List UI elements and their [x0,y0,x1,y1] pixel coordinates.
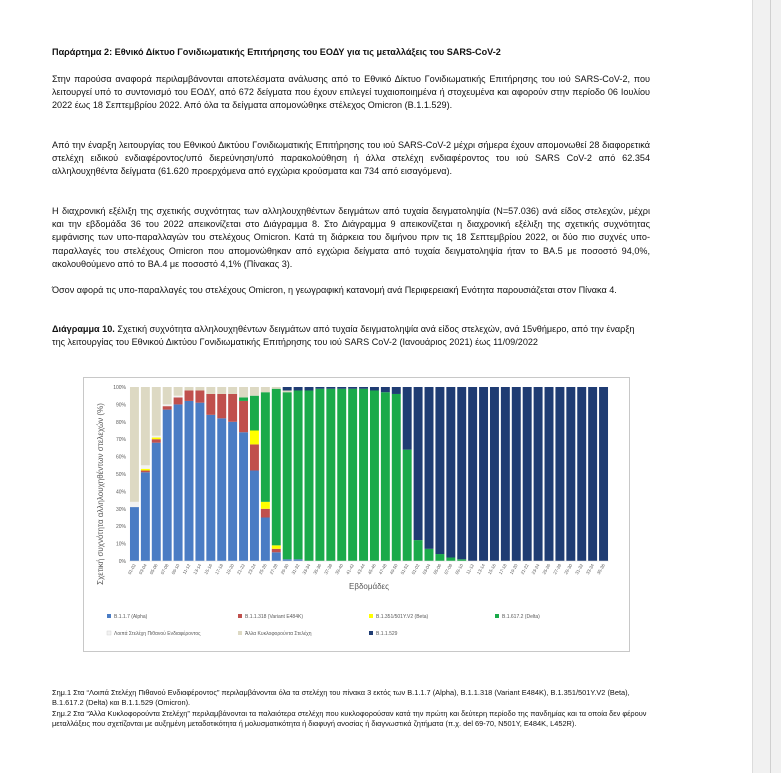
x-tick-label: 19-20 [225,563,236,576]
bar-segment [403,450,412,561]
bar-segment [261,502,270,509]
bar-segment [261,509,270,518]
bar-segment [315,387,324,389]
x-tick-label: 25-26 [257,563,268,576]
x-tick-label: 21-22 [519,563,530,576]
bar-segment [359,387,368,389]
x-tick-label: 27-28 [268,563,279,576]
legend-label: Άλλα Κυκλοφορούντα Στελέχη [245,631,312,637]
footnotes [52,688,652,729]
viewer-scroll-divider [770,0,771,773]
bar-segment [250,387,259,396]
x-tick-label: 03-04 [421,563,432,576]
bar-segment [577,387,586,561]
x-tick-label: 51-52 [399,563,410,576]
bar-segment [555,387,564,561]
bar-segment [141,472,150,561]
x-tick-label: 49-50 [388,563,399,576]
bar-segment [206,415,215,561]
bar-segment [392,387,401,394]
y-tick-label: 0% [118,559,126,565]
y-tick-label: 60% [115,454,126,461]
bar-segment [239,397,248,400]
bar-segment [545,387,554,561]
legend-swatch [107,631,111,635]
y-tick-label: 20% [115,524,126,531]
bar-segment [250,471,259,561]
bar-segment [348,389,357,561]
bar-segment [250,431,259,445]
bar-segment [370,387,379,390]
legend-swatch [238,631,242,635]
bar-segment [337,387,346,389]
x-tick-label: 07-08 [159,563,170,576]
x-tick-label: 17-18 [214,563,225,576]
x-tick-label: 05-06 [432,563,443,576]
bar-segment [425,387,434,549]
bar-segment [425,549,434,561]
bar-segment [534,387,543,561]
legend-swatch [369,614,373,618]
y-tick-label: 10% [115,541,126,548]
x-tick-label: 41-42 [345,563,356,576]
x-tick-label: 31-32 [574,563,585,576]
x-tick-label: 21-22 [235,563,246,576]
x-tick-label: 15-16 [486,563,497,576]
x-tick-label: 35-36 [595,563,606,576]
bar-segment [381,392,390,561]
y-tick-label: 50% [115,472,126,478]
bar-segment [250,396,259,431]
x-tick-label: 43-44 [355,563,366,576]
bar-segment [512,387,521,561]
x-tick-label: 17-18 [497,563,508,576]
x-tick-label: 09-10 [454,563,465,576]
paragraph-3: Η διαχρονική εξέλιξη της σχετικής συχνότητας των αλληλουχηθέντων δειγμάτων από τυχαία δειγματοληψία (N=57.036) ανά είδος στελεχών, μέχρι και την εβδομάδα 36 του 2022 απεικονίζεται στο Διάγραμμα 8. Στο Διάγραμμα 9 απεικονίζεται η διαχρονική εξέλιξη της σχετικής συχνότητας εμφάνισης των υπο-παραλλαγών του στελέχους Omicron. Κατά τη διάρκεια του διμήνου πριν τις 18 Σεπτεμβρίου 2022, οι δύο πιο συχνές υπο-παραλλαγές του στελέχους Omicron που απομονώθηκαν από εγχώρια δείγματα από τυχαία δειγματοληψία ήταν το BA.5 με ποσοστό 94,0%, ακολουθούμενο από το BA.4 με ποσοστό 4,1% (Πίνακας 3). [52,206,650,269]
figure-caption-label: Διάγραμμα 10. [52,324,115,334]
x-tick-label: 13-14 [192,563,203,576]
bar-segment [446,558,455,561]
bar-segment [435,554,444,561]
bar-segment [141,469,150,471]
bar-segment [152,443,161,561]
x-tick-label: 23-24 [246,563,257,576]
bar-segment [599,387,608,561]
bar-segment [479,387,488,561]
bar-segment [261,518,270,562]
bar-segment [468,387,477,561]
bar-segment [283,392,292,559]
bar-segment [326,387,335,389]
bar-segment [272,552,281,561]
bar-segment [174,404,183,561]
bar-segment [141,387,150,465]
x-tick-label: 33-34 [585,563,596,576]
bar-segment [490,387,499,561]
bar-segment [305,390,314,561]
bar-segment [272,387,281,389]
x-tick-label: 13-14 [475,563,486,576]
bar-segment [141,465,150,468]
x-tick-label: 19-20 [508,563,519,576]
bar-segment [185,390,194,400]
y-tick-label: 100% [113,385,126,391]
y-tick-label: 70% [115,437,126,444]
bar-segment [381,387,390,392]
y-tick-label: 40% [115,489,126,496]
bar-segment [239,387,248,397]
x-tick-label: 23-24 [530,563,541,576]
bar-segment [185,401,194,561]
viewer-side-panel [752,0,781,773]
bar-segment [446,387,455,558]
bar-segment [414,387,423,540]
bar-segment [195,403,204,561]
bar-segment [206,394,215,415]
x-tick-label: 07-08 [443,563,454,576]
bar-segment [392,394,401,561]
bar-segment [217,387,226,394]
y-tick-label: 80% [115,419,126,426]
bar-segment [239,401,248,432]
bar-segment [152,439,161,442]
bar-segment [315,389,324,561]
y-tick-label: 90% [115,402,126,409]
x-tick-label: 03-04 [137,563,148,576]
bar-segment [294,390,303,559]
paragraph-1: Στην παρούσα αναφορά περιλαμβάνονται αποτελέσματα ανάλυσης από το Εθνικό Δίκτυο Γονιδιωματικής Επιτήρησης του ιού SARS-CoV-2, που λειτουργεί υπό το συντονισμό του ΕΟΔΥ, από 672 δείγματα που έχουν επιλεγεί τυχαιοποιημένα ή στοχευμένα και αφορούν στην περίοδο 06 Ιουλίου 2022 έως 18 Σεπτεμβρίου 2022. Από όλα τα δείγματα απομονώθηκε στέλεχος Omicron (B.1.1.529). [52,74,650,111]
bar-segment [588,387,597,561]
bar-segment [130,387,139,502]
x-tick-label: 45-46 [366,563,377,576]
legend-label: B.1.1.318 (Variant E484K) [245,614,303,620]
x-tick-label: 47-48 [377,563,388,576]
x-tick-label: 01-02 [126,563,137,576]
x-tick-label: 25-26 [541,563,552,576]
bar-segment [566,387,575,561]
bar-segment [174,396,183,398]
legend-label: B.1.1.7 (Alpha) [114,614,148,620]
x-tick-label: 11-12 [465,563,476,575]
bar-segment [228,422,237,561]
bar-segment [283,387,292,390]
bar-segment [326,389,335,561]
bar-segment [152,437,161,439]
legend-label: Λοιπά Στελέχη Πιθανού Ενδιαφέροντος [114,631,201,637]
bar-segment [174,387,183,396]
bar-segment [359,389,368,561]
bar-segment [185,387,194,390]
x-tick-label: 35-36 [312,563,323,576]
y-axis-label: Σχετική συχνότητα αλληλουχηθέντων στελεχών (%) [96,403,105,585]
bar-segment [152,436,161,438]
bar-segment [348,387,357,389]
bar-segment [283,390,292,392]
bar-segment [130,502,139,507]
x-tick-label: 33-34 [301,563,312,576]
legend-swatch [107,614,111,618]
paragraph-2: Από την έναρξη λειτουργίας του Εθνικού Δικτύου Γονιδιωματικής Επιτήρησης του ιού SARS-CoV-2 μέχρι σήμερα έχουν απομονωθεί 28 διαφορετικά στελέχη ειδικού ενδιαφέροντος/υπό διερεύνηση/υπό παρακολούθηση ή άλλα στελέχη ενδιαφέροντος του ιού SARS CoV-2 από 62.354 αλληλουχηθέντα δείγματα (61.620 προερχόμενα από εγχώρια κρούσματα και 734 από εισαγόμενα). [52,140,650,177]
legend-label: B.1.1.529 [376,631,398,637]
bar-segment [523,387,532,561]
x-tick-label: 29-30 [563,563,574,576]
x-tick-label: 37-38 [323,563,334,576]
bar-segment [195,390,204,402]
y-tick-label: 30% [115,506,126,513]
bar-segment [261,392,270,502]
x-tick-label: 09-10 [170,563,181,576]
bar-segment [174,397,183,404]
bar-segment [261,387,270,392]
x-axis-label: Εβδομάδες [349,582,389,591]
x-tick-label: 39-40 [334,563,345,576]
bar-segment [163,387,172,404]
bar-segment [217,418,226,561]
bar-segment [250,444,259,470]
bar-segment [305,387,314,390]
bar-segment [272,389,281,546]
bar-segment [435,387,444,554]
bar-segment [163,410,172,561]
bar-segment [403,387,412,450]
x-tick-label: 27-28 [552,563,563,576]
bar-segment [217,394,226,418]
bar-segment [239,432,248,561]
bar-segment [501,387,510,561]
x-tick-label: 11-12 [181,563,192,575]
legend-swatch [238,614,242,618]
footnote-2: Σημ.2 Στα “Άλλα Κυκλοφορούντα Στελέχη” περιλαμβάνονται τα παλαιότερα στελέχη που κυκλοφορούσαν κατά την πρώτη και δεύτερη περίοδο της πανδημίας και τα οποία δεν φέρουν μεταλλάξεις που σχετίζονται με αυξημένη μεταδοτικότητα ή μολυσματικότητα ή διαφυγή ανοσίας ή διαγνωστικά ζητήματα (π.χ. del 69-70, N501Y, E484K, L452R). [52,708,647,728]
bar-segment [141,471,150,473]
bar-segment [163,406,172,409]
bar-segment [228,394,237,422]
footnote-1: Σημ.1 Στα “Λοιπά Στελέχη Πιθανού Ενδιαφέροντος” περιλαμβάνονται όλα τα στελέχη του πίνακα 3 εκτός των B.1.1.7 (Alpha), B.1.1.318 (Variant E484K), B.1.351/501Y.V2 (Beta), B.1.617.2 (Delta) και B.1.1.529 (Omicron). [52,688,630,708]
legend-swatch [495,614,499,618]
legend-label: B.1.351/501Y.V2 (Beta) [376,614,429,620]
bar-segment [163,404,172,406]
legend-swatch [369,631,373,635]
chart-frame [83,377,630,652]
bar-segment [457,387,466,559]
paragraph-4: Όσον αφορά τις υπο-παραλλαγές του στελέχους Omicron, η γεωγραφική κατανομή ανά Περιφερειακή Ενότητα παρουσιάζεται στον Πίνακα 4. [52,285,617,295]
bar-segment [272,545,281,548]
section-heading: Παράρτημα 2: Εθνικό Δίκτυο Γονιδιωματικής Επιτήρησης του ΕΟΔΥ για τις μεταλλάξεις του SARS-CoV-2 [52,47,501,57]
bar-segment [272,549,281,552]
x-tick-label: 29-30 [279,563,290,576]
x-tick-label: 31-32 [290,563,301,576]
figure-caption [52,323,650,349]
bar-segment [228,387,237,394]
bar-segment [337,389,346,561]
bar-segment [294,387,303,390]
legend-label: B.1.617.2 (Delta) [502,614,540,620]
bar-segment [414,540,423,561]
bar-segment [152,387,161,436]
bar-segment [206,387,215,394]
stacked-bar-chart [84,378,629,651]
x-tick-label: 15-16 [203,563,214,576]
bar-segment [130,507,139,561]
bar-segment [370,390,379,561]
x-tick-label: 01-02 [410,563,421,576]
figure-caption-text: Σχετική συχνότητα αλληλουχηθέντων δειγμάτων από τυχαία δειγματοληψία ανά είδος στελεχών, ανά 15νθήμερο, από την έναρξη της λειτουργίας του Εθνικού Δικτύου Γονιδιωματικής Επιτήρησης του ιού SARS CoV-2 (Ιανουάριος 2021) έως 11/09/2022 [52,324,635,348]
bar-segment [195,387,204,390]
x-tick-label: 05-06 [148,563,159,576]
